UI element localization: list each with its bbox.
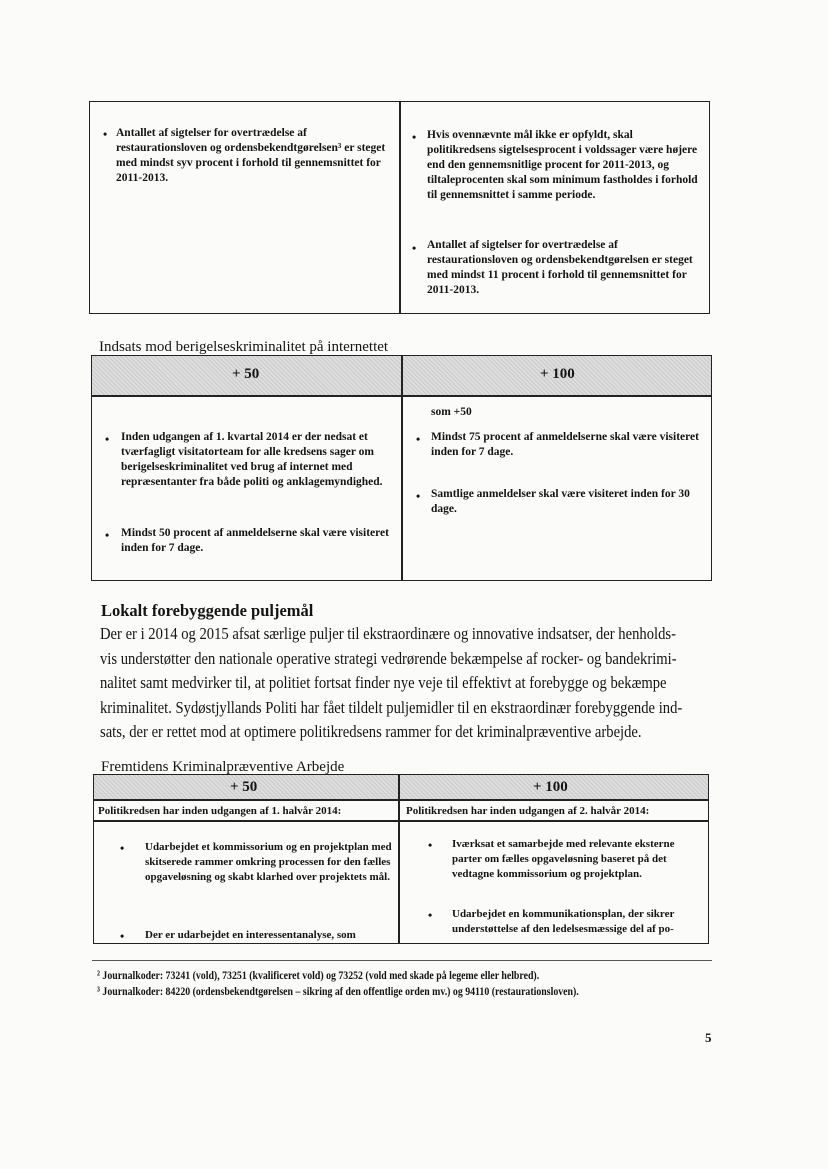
table-cell-text: Inden udgangen af 1. kvartal 2014 er der nedsat et tværfagligt visitatorteam for alle kredsens sager om berigelseskriminalitet ved brug af internet med repræsentanter fra både politi og anklagemyndighed. [121, 431, 383, 488]
table-cell-text: Mindst 75 procent af anmeldelserne skal være visiteret inden for 7 dage. [431, 431, 699, 458]
bullet-icon: • [120, 841, 125, 855]
paragraph-line: nalitet samt medvirker til, at politiet fortsat finder nye veje til effektivt at forebygge og bekæmpe [100, 673, 667, 693]
bullet-icon: • [105, 528, 110, 542]
table-cell-text: som +50 [431, 406, 472, 418]
table-cell-text: Samtlige anmeldelser skal være visiteret inden for 30 dage. [431, 488, 690, 515]
bullet-icon: • [103, 127, 108, 141]
table-cell-text: Iværksat et samarbejde med relevante eksterne parter om fælles opgaveløsning baseret på det vedtagne kommissorium og projektplan. [452, 838, 675, 880]
paragraph-line: kriminalitet. Sydøstjyllands Politi har fået tildelt puljemidler til en ekstraordinær forebyggende ind- [100, 697, 683, 717]
column-header: + 50 [232, 366, 260, 382]
paragraph-line: sats, der er rettet mod at optimere politikredsens rammer for det kriminalpræventive arbejde. [100, 722, 642, 742]
bullet-icon: • [120, 929, 125, 943]
table-divider [93, 820, 709, 822]
column-subheader: Politikredsen har inden udgangen af 2. halvår 2014: [406, 805, 650, 817]
bullet-icon: • [105, 432, 110, 446]
footnote: ² Journalkoder: 73241 (vold), 73251 (kvalificeret vold) og 73252 (vold med skade på legeme eller helbred). [97, 968, 540, 982]
table-cell-text: Antallet af sigtelser for overtrædelse af restaurationsloven og ordensbekendtgørelsen er steget med mindst 11 procent i forhold til gennemsnittet for 2011-2013. [427, 239, 693, 296]
column-header: + 100 [540, 366, 575, 382]
bullet-icon: • [412, 130, 417, 144]
column-header: + 100 [533, 779, 568, 795]
bullet-icon: • [412, 241, 417, 255]
paragraph-line: vis understøtter den nationale operative strategi vedrørende bekæmpelse af rocker- og bandekrimi- [100, 648, 677, 668]
body-paragraph [100, 622, 740, 745]
table-cell-text: Udarbejdet et kommissorium og en projektplan med skitserede rammer omkring processen for den fælles opgaveløsning og skabt klarhed over projektets mål. [145, 841, 392, 883]
section-heading: Lokalt forebyggende puljemål [101, 601, 314, 620]
page-number: 5 [705, 1030, 712, 1045]
footnote: ³ Journalkoder: 84220 (ordensbekendtgørelsen – sikring af den offentlige orden mv.) og 94110 (restaurationsloven). [97, 984, 579, 998]
table-divider [398, 774, 400, 944]
footnote-separator [92, 960, 712, 961]
table-cell-text: Mindst 50 procent af anmeldelserne skal være visiteret inden for 7 dage. [121, 527, 389, 554]
table-title: Indsats mod berigelseskriminalitet på internettet [99, 339, 389, 355]
table-cell-text: Der er udarbejdet en interessentanalyse, som [145, 929, 356, 941]
table-cell-text: Udarbejdet en kommunikationsplan, der sikrer understøttelse af den ledelsesmæssige del af po- [452, 908, 675, 935]
table-divider [399, 101, 401, 314]
bullet-icon: • [428, 838, 433, 852]
bullet-icon: • [428, 908, 433, 922]
table-cell-text: Antallet af sigtelser for overtrædelse af restaurationsloven og ordensbekendtgørelsen³ er steget med mindst syv procent i forhold til gennemsnittet for 2011-2013. [116, 127, 386, 184]
table-divider [93, 799, 709, 801]
bullet-icon: • [416, 489, 421, 503]
table-cell-text: Hvis ovennævnte mål ikke er opfyldt, skal politikredsens sigtelsesprocent i voldssager være højere end den gennemsnitlige procent for 2011-2013, og tiltaleprocenten skal som minimum fastholdes i forhold til gennemsnittet i samme periode. [427, 129, 698, 201]
table-divider [401, 355, 403, 581]
column-header: + 50 [230, 779, 258, 795]
column-subheader: Politikredsen har inden udgangen af 1. halvår 2014: [98, 805, 342, 817]
bullet-icon: • [416, 432, 421, 446]
paragraph-line: Der er i 2014 og 2015 afsat særlige puljer til ekstraordinære og innovative indsatser, der henholds- [100, 624, 676, 643]
table-title: Fremtidens Kriminalpræventive Arbejde [101, 759, 345, 775]
